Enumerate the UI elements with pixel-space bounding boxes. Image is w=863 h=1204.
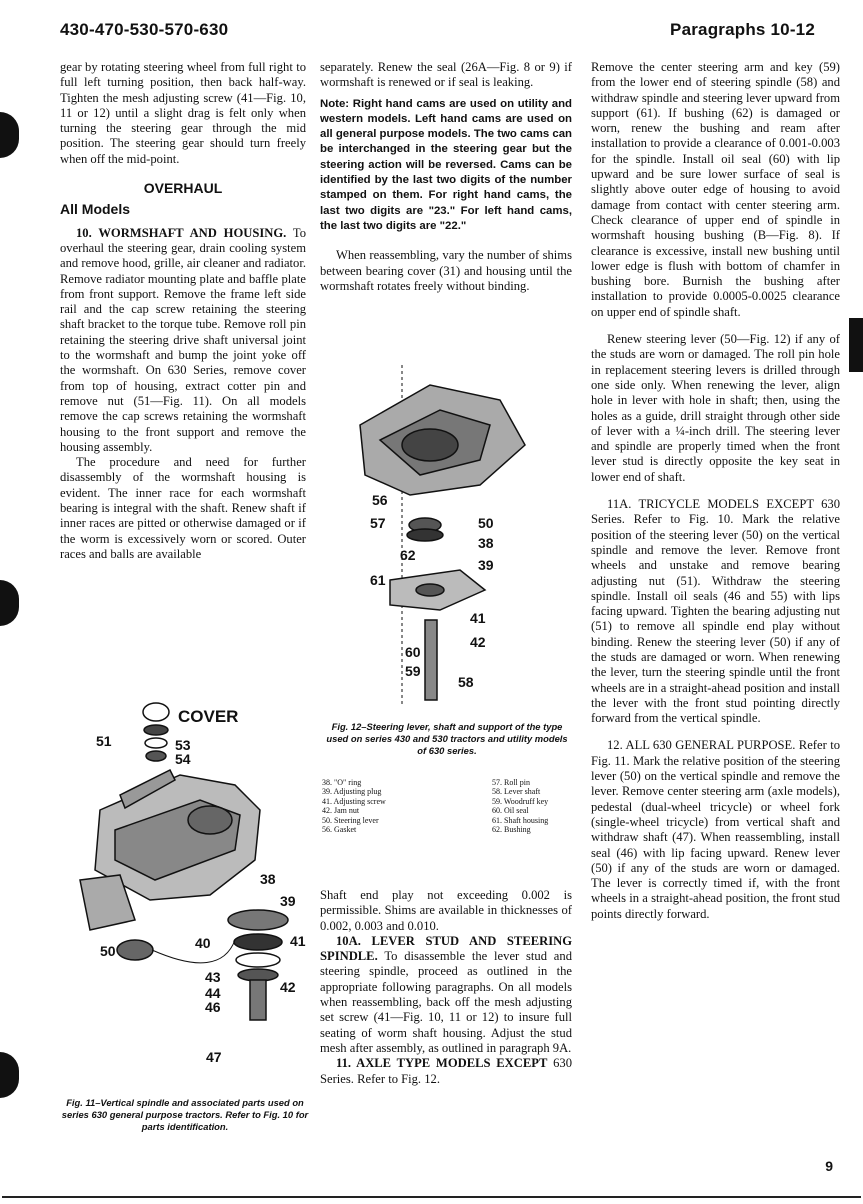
label-61: 61: [370, 572, 386, 588]
legend-item: 39. Adjusting plug: [322, 787, 382, 797]
legend-item: 38. "O" ring: [322, 778, 362, 787]
header-paragraphs: Paragraphs 10-12: [670, 20, 815, 39]
legend-item: 56. Gasket: [322, 825, 357, 835]
paragraph-10: [60, 226, 306, 455]
leader-line: [152, 940, 235, 963]
binder-hole: [0, 112, 19, 158]
paragraph-10a: [320, 934, 572, 1056]
label-43: 43: [205, 969, 221, 985]
paragraph-11: [320, 1056, 572, 1087]
column-2-lower: [320, 888, 572, 1087]
binder-hole: [0, 1052, 19, 1098]
label-62: 62: [400, 547, 416, 563]
label-38: 38: [260, 871, 276, 887]
legend-item: 57. Roll pin: [492, 778, 531, 787]
legend-right: [492, 778, 572, 834]
paragraph: Remove the center steering arm and key (59) from the lower end of steering spindle (58) and withdraw spindle and steering lever upward from support (61). If bushing (62) is damaged or worn, renew the bushing and ream after installation to provide a clearance of 0.001-0.003 for the spindle. Install oil seal (60) with lip upward and be sure lower surface of seal is slightly above outer edge of housing to avoid damage from contact with center steering arm. Check clearance of upper end of spindle in wormshaft housing bushing (B—Fig. 8). If clearance is excessive, install new bushing until lower edge is flush with bottom of chamfer in bushing bore. Burnish the bushing after installation to provide 0.0005-0.0025 clearance on upper end of spindle shaft.: [591, 60, 840, 319]
legend-item: 61. Shaft housing: [492, 815, 549, 825]
label-60: 60: [405, 644, 421, 660]
paragraph: Shaft end play not exceeding 0.002 is permissible. Shims are available in thicknesses of 0.002, 0.003 and 0.010.: [320, 888, 572, 933]
paragraph-11-title: 11. AXLE TYPE MODELS EXCEPT: [336, 1056, 548, 1071]
label-46: 46: [205, 999, 221, 1015]
paragraph: gear by rotating steering wheel from full right to full left turning position, then back half-way. Tighten the mesh adjusting screw (41—Fig. 10, 11 or 12) until a slight drag is felt only when turning the steering gear through the mid position. The steering gear should turn freely when off the mid-point.: [60, 60, 306, 166]
column-2: [320, 60, 572, 294]
label-50: 50: [100, 943, 116, 959]
label-40: 40: [195, 935, 211, 951]
label-42: 42: [470, 634, 486, 650]
label-39: 39: [478, 557, 494, 573]
paragraph-12: 12. ALL 630 GENERAL PURPOSE. Refer to Fig. 11. Mark the relative position of the steering lever (50) on the vertical spindle and remove the lever. Remove center steering arm (axle models), pedestal (dual-wheel tricycle) or wheel fork (single-wheel tricycle) from vertical shaft and withdraw shaft (47). When reassembling, install seal (46) with lip facing upward. Renew lever (50) if any of the studs are worn or damaged. The lever is correctly timed if, with the front wheels in a straight-ahead position, the front stud points directly forward.: [591, 738, 840, 921]
lever-part: [117, 940, 153, 960]
paragraph-10-title: 10. WORMSHAFT AND HOUSING.: [76, 225, 287, 240]
label-44: 44: [205, 985, 221, 1001]
bearing-cone: [234, 934, 282, 950]
lever-part: [407, 529, 443, 541]
housing-bore: [402, 429, 458, 461]
spindle-shaft: [250, 980, 266, 1020]
label-51: 51: [96, 733, 112, 749]
figure-11-caption: Fig. 11–Vertical spindle and associated parts used on series 630 general purpose tractors. Refer to Fig. 10 for parts identification.: [61, 1097, 309, 1132]
subheading-all-models: All Models: [60, 201, 131, 218]
seal-ring: [238, 969, 278, 981]
paragraph: Renew steering lever (50—Fig. 12) if any of the studs are worn or damaged. The roll pin hole in replacement steering levers is drilled through one side only. When renewing the lever, align hole in lever with hole in shaft; then, using the holes as a guide, drill straight through other side of lever with a ¼-inch drill. The steering lever and spindle are properly timed when the front lever stud is directly opposite the key seat in lower end of shaft.: [591, 332, 840, 484]
legend-item: 60. Oil seal: [492, 806, 529, 816]
section-heading-overhaul: OVERHAUL: [143, 180, 223, 197]
washer-part: [145, 738, 167, 748]
label-58: 58: [458, 674, 474, 690]
legend-item: 41. Adjusting screw: [322, 796, 386, 806]
legend-left: [322, 778, 442, 834]
label-57: 57: [370, 515, 386, 531]
spindle-bore: [188, 806, 232, 834]
paragraph: separately. Renew the seal (26A—Fig. 8 or 9) if wormshaft is renewed or if seal is leaking.: [320, 60, 572, 90]
label-53: 53: [175, 737, 191, 753]
cover-part: [143, 703, 169, 721]
paragraph-11-body: 630 Series. Refer to Fig. 12.: [320, 1056, 572, 1086]
bushing-part: [416, 584, 444, 596]
column-1: [60, 60, 306, 562]
paragraph-10a-title: 10A. LEVER STUD AND STEERING SPINDLE.: [320, 933, 572, 964]
lever-shaft: [425, 620, 437, 700]
bearing-part: [146, 751, 166, 761]
column-3: [591, 60, 840, 922]
label-42: 42: [280, 979, 296, 995]
note-cams: Note: Right hand cams are used on utility and western models. Left hand cams are used on all general purpose models. The two cams can be interchanged in the steering gear but the steering action will be reversed. Cams can be identified by the last two digits of the number stamped on them. For right hand cams, the last two digits are "23." For left hand cams, the last two digits are "22.": [320, 97, 572, 232]
binder-hole: [0, 580, 19, 626]
label-59: 59: [405, 663, 421, 679]
seal-ring: [236, 953, 280, 967]
label-39: 39: [280, 893, 296, 909]
legend-item: 62. Bushing: [492, 825, 531, 835]
label-41: 41: [470, 610, 486, 626]
paragraph-11a: 11A. TRICYCLE MODELS EXCEPT 630 Series. Refer to Fig. 10. Mark the relative position of the steering lever (50) on the vertical spindle and remove the lever. Remove front wheels and unstake and remove bearing adjusting nut (51). Withdraw the steering spindle. Install oil seals (46 and 55) with lips facing upward. Tighten the bearing adjusting nut (51) to remove all spindle end play without binding. Renew the steering lever (50) if any of the studs are damaged or worn. When renewing the lever, turn the steering spindle until the front wheels are in a straight-ahead position and install the lever with the front stud pointing directly forward from the vertical spindle.: [591, 497, 840, 726]
label-56: 56: [372, 492, 388, 508]
paragraph: When reassembling, vary the number of shims between bearing cover (31) and housing until the wormshaft rotates freely without binding.: [320, 248, 572, 293]
figure-12-legend: [322, 778, 572, 834]
legend-item: 42. Jam nut: [322, 806, 360, 816]
header-models: 430-470-530-570-630: [60, 20, 229, 39]
legend-item: 59. Woodruff key: [492, 796, 549, 806]
legend-item: 58. Lever shaft: [492, 787, 541, 797]
label-cover: COVER: [178, 707, 239, 726]
label-38: 38: [478, 535, 494, 551]
bearing-cup: [228, 910, 288, 930]
paragraph-10a-body: To disassemble the lever stud and steering spindle, proceed as outlined in the appropriate following paragraphs. On all models when reassembling, back off the mesh adjusting set screw (41—Fig. 10, 11 or 12) to insure full seating of worm shaft housing. Adjust the stud mesh after assembly, as outlined in paragraph 9A.: [320, 949, 572, 1055]
nut-part: [144, 725, 168, 735]
thumb-tab: [849, 318, 863, 372]
paragraph-10-body: To overhaul the steering gear, drain cooling system and remove hood, grille, air cleaner and radiator. Remove radiator mounting plate and baffle plate from front support. Remove the frame left side rail and the cap screw retaining the steering shaft bracket to the torque tube. Remove roll pin retaining the steering drive shaft universal joint to the wormshaft and bump the joint yoke off the wormshaft. On 630 Series, remove cover from top of housing, extract cotter pin and remove nut (51—Fig. 11). On all models remove the cap screws retaining the wormshaft housing to the front support and remove the housing assembly.: [60, 225, 307, 454]
label-41: 41: [290, 933, 306, 949]
legend-item: 50. Steering lever: [322, 815, 379, 825]
label-54: 54: [175, 751, 191, 767]
page-number: 9: [825, 1158, 833, 1174]
label-50: 50: [478, 515, 494, 531]
figure-12-caption: Fig. 12–Steering lever, shaft and support of the type used on series 430 and 530 tractors and utility models of 630 series.: [326, 721, 568, 756]
figure-12-illustration: [330, 365, 570, 720]
figure-11-illustration: [60, 690, 310, 1065]
paragraph: The procedure and need for further disassembly of the wormshaft housing is evident. The inner race for each wormshaft bearing is integral with the shaft. Renew shaft if inner races are pitted or otherwise damaged or if the worm is excessively worn or scored. Outer races and balls are available: [60, 455, 306, 561]
label-47: 47: [206, 1049, 222, 1065]
page-edge: [2, 1196, 861, 1198]
